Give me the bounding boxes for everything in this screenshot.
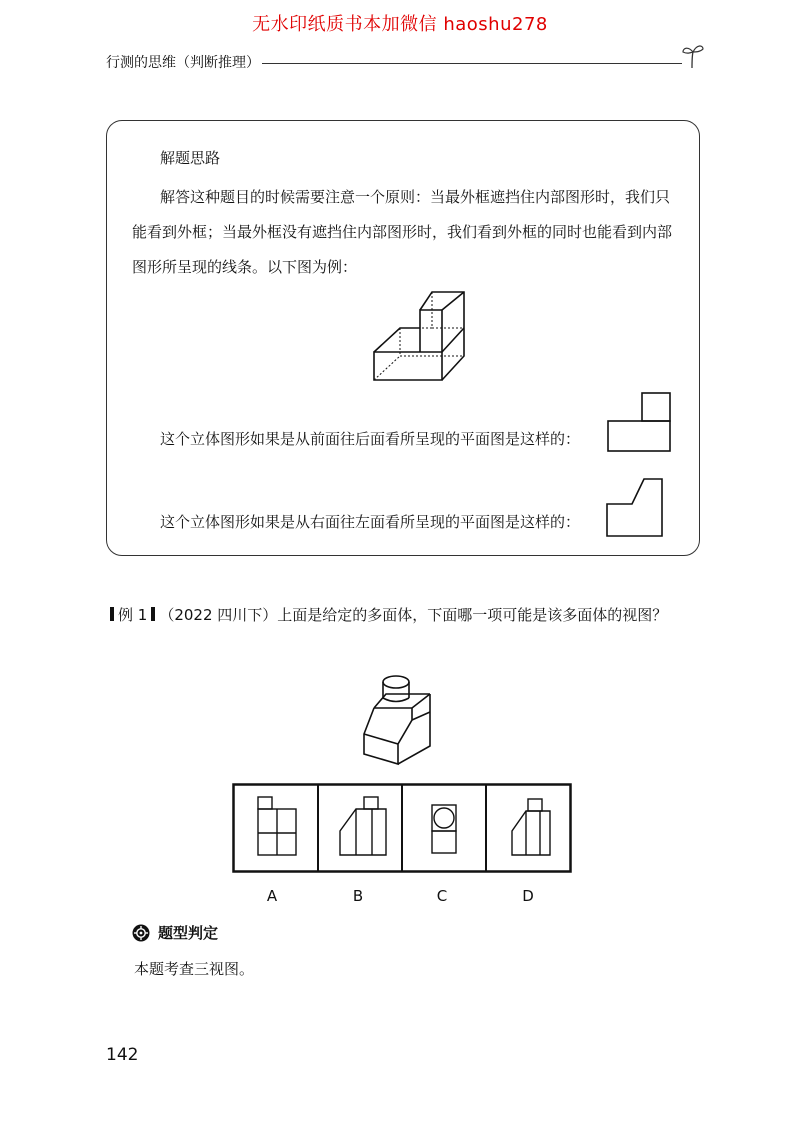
watermark: 无水印纸质书本加微信 haoshu278 [252,14,548,35]
options-figure [232,783,572,873]
box-paragraph: 解答这种题目的时候需要注意一个原则：当最外框遮挡住内部图形时，我们只能看到外框；当最外框没有遮挡住内部图形时，我们看到外框的同时也能看到内部图形所呈现的线条。以下图为例： [132,188,673,276]
tag-bar-left [110,607,114,621]
example-question [106,598,700,632]
right-view-figure [604,476,668,540]
front-view-text: 这个立体图形如果是从前面往后面看所呈现的平面图是这样的： [160,430,581,448]
box-title: 解题思路 [160,149,221,167]
polyhedron-figure [356,672,436,768]
option-label-b: B [352,887,364,905]
sprout-icon [680,40,706,70]
option-a-figure [258,797,296,855]
option-label-d: D [522,887,534,905]
example-tag: 例 1 [118,606,148,624]
front-view-figure [606,391,674,455]
page-number: 142 [106,1045,139,1065]
option-c-figure [432,805,456,853]
example-text: （2022 四川下）上面是给定的多面体，下面哪一项可能是该多面体的视图？ [159,606,668,624]
option-b-figure [340,797,386,855]
right-view-text: 这个立体图形如果是从右面往左面看所呈现的平面图是这样的： [160,513,581,531]
section-heading: 题型判定 [158,924,219,942]
option-label-c: C [436,887,448,905]
header-rule [262,63,682,64]
option-d-figure [512,799,550,855]
running-header: 行测的思维（判断推理） [106,55,260,71]
l-shape-3d-figure [368,290,478,382]
option-label-a: A [266,887,278,905]
section-body: 本题考查三视图。 [134,960,255,978]
gear-icon [132,924,150,942]
tag-bar-right [151,607,155,621]
